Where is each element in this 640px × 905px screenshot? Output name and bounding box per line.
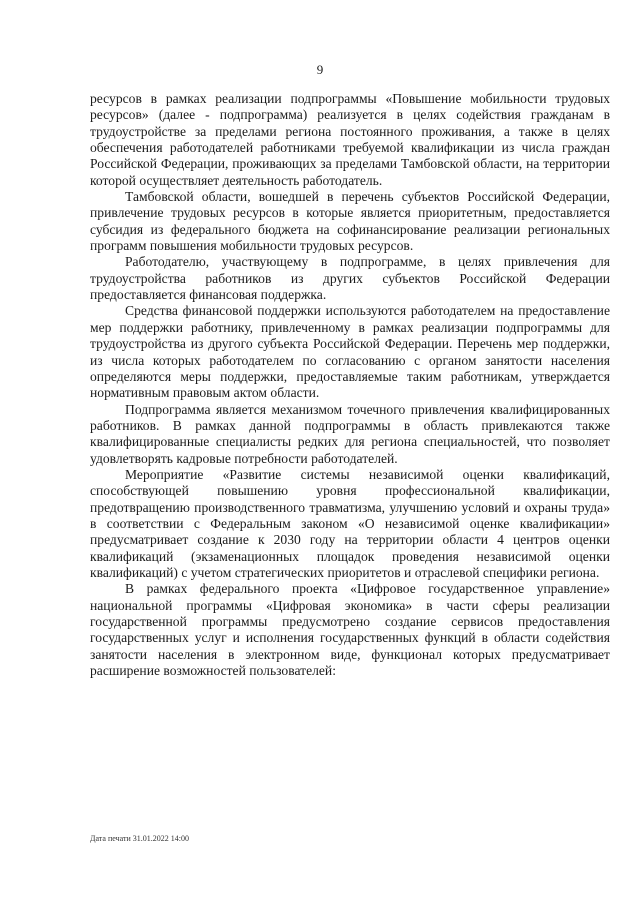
page-number: 9 xyxy=(316,62,324,77)
paragraph: Тамбовской области, вошедшей в перечень субъектов Российской Федерации, привлечение трудовых ресурсов в которые является приоритетным, предоставляется субсидия из федерального бюджета на софинансирование реализации региональных программ повышения мобильности трудовых ресурсов. xyxy=(90,189,610,254)
paragraph: Работодателю, участвующему в подпрограмме, в целях привлечения для трудоустройства работников из других субъектов Российской Федерации предоставляется финансовая поддержка. xyxy=(90,254,610,303)
paragraph: В рамках федерального проекта «Цифровое государственное управление» национальной программы «Цифровая экономика» в части сферы реализации государственной программы предусмотрено создание сервисов предоставления государственных услуг и исполнения государственных функций в области содействия занятости населения в электронном виде, функционал которых предусматривает расширение возможностей пользователей: xyxy=(90,581,610,679)
paragraph-continuation: ресурсов в рамках реализации подпрограммы «Повышение мобильности трудовых ресурсов» (далее - подпрограмма) реализуется в целях содействия гражданам в трудоустройстве за пределами региона постоянного проживания, а также в целях обеспечения работодателей работниками требуемой квалификации из числа граждан Российской Федерации, проживающих за пределами Тамбовской области, на территории которой осуществляет деятельность работодатель. xyxy=(90,91,610,188)
paragraph: Средства финансовой поддержки используются работодателем на предоставление мер поддержки работнику, привлеченному в рамках реализации подпрограммы для трудоустройства из другого субъекта Российской Федерации. Перечень мер поддержки, из числа которых работодателем по согласованию с органом занятости населения определяются меры поддержки, предоставляемые таким работникам, утверждается нормативным правовым актом области. xyxy=(90,303,610,401)
document-body xyxy=(90,91,610,679)
paragraph: Мероприятие «Развитие системы независимой оценки квалификаций, способствующей повышению уровня профессиональной квалификации, предотвращению производственного травматизма, улучшению условий и охраны труда» в соответствии с Федеральным законом «О независимой оценке квалификации» предусматривает создание к 2030 году на территории области 4 центров оценки квалификаций (экзаменационных площадок проведения независимой оценки квалификаций) с учетом стратегических приоритетов и отраслевой специфики региона. xyxy=(90,466,610,580)
paragraph: Подпрограмма является механизмом точечного привлечения квалифицированных работников. В рамках данной подпрограммы в область привлекаются также квалифицированные специалисты редких для региона специальностей, что позволяет удовлетворять кадровые потребности работодателей. xyxy=(90,401,610,466)
print-date-footer: Дата печати 31.01.2022 14:00 xyxy=(90,834,189,843)
